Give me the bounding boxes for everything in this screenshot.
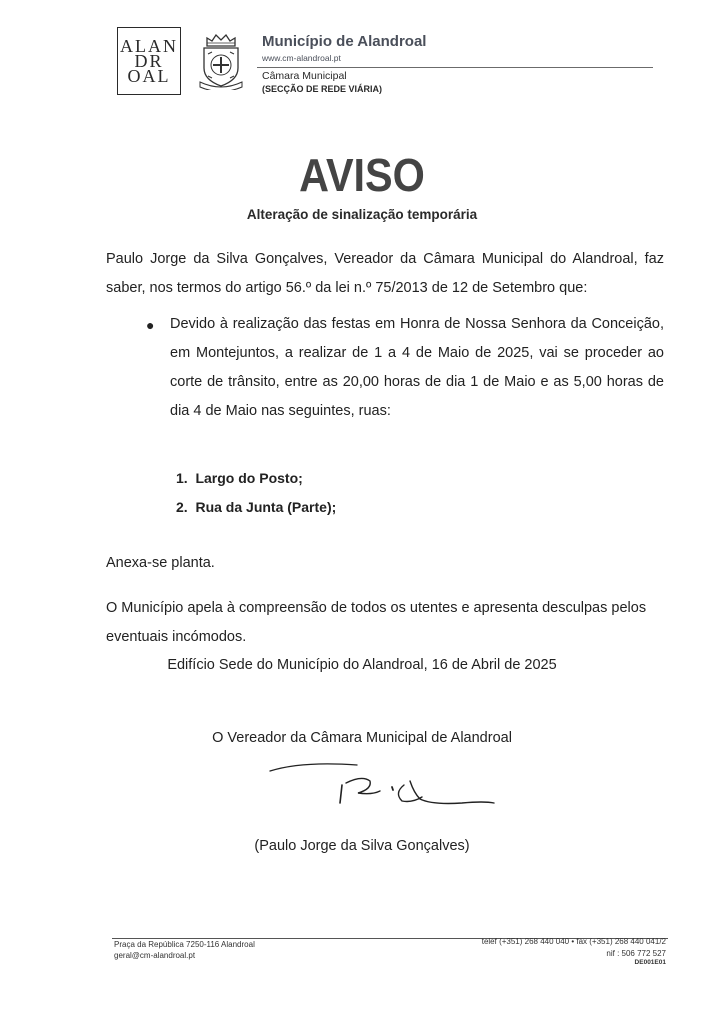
- street-list-item: [176, 499, 336, 515]
- signatory-name: (Paulo Jorge da Silva Gonçalves): [254, 838, 470, 854]
- footer-email: geral@cm-alandroal.pt: [114, 951, 196, 960]
- municipality-name: Município de Alandroal: [262, 33, 427, 50]
- bullet-icon: ●: [146, 317, 155, 333]
- appeal-paragraph: O Município apela à compreensão de todos os utentes e apresenta desculpas pelos eventuais incómodos.: [106, 600, 647, 645]
- signatory-role: O Vereador da Câmara Municipal de Alandroal: [212, 730, 512, 746]
- header-divider: [257, 67, 653, 68]
- municipality-website: www.cm-alandroal.pt: [262, 53, 341, 63]
- logo-line-3: OAL: [127, 65, 171, 86]
- street-list-item: [176, 470, 303, 486]
- annex-note: Anexa-se planta.: [106, 555, 215, 571]
- handwritten-signature: [262, 757, 502, 819]
- footer-address: Praça da República 7250-116 Alandroal: [114, 940, 255, 949]
- street-name: Largo do Posto;: [195, 470, 303, 486]
- coat-of-arms-icon: [198, 32, 244, 90]
- page-title: AVISO: [299, 149, 425, 201]
- logo-line-1: ALAN: [120, 35, 178, 56]
- section-name: (SECÇÃO DE REDE VIÁRIA): [262, 84, 383, 94]
- street-number: 1.: [176, 470, 188, 486]
- street-number: 2.: [176, 499, 188, 515]
- footer-doc-code: DE001E01: [634, 959, 666, 966]
- chamber-name: Câmara Municipal: [262, 70, 347, 82]
- page-subtitle: Alteração de sinalização temporária: [246, 207, 478, 222]
- logo-line-2: DR: [134, 50, 164, 71]
- footer-phone-fax: telef (+351) 268 440 040 • fax (+351) 268 440 041/2: [481, 937, 666, 946]
- date-place: Edifício Sede do Município do Alandroal, 16 de Abril de 2025: [167, 657, 557, 673]
- municipality-logo: [117, 27, 181, 95]
- closure-notice-paragraph: Devido à realização das festas em Honra de Nossa Senhora da Conceição, em Montejuntos, a realizar de 1 a 4 de Maio de 2025, vai se proceder ao corte de trânsito, entre as 20,00 horas de dia 1 de Maio e as 5,00 horas de dia 4 de Maio nas seguintes, ruas:: [170, 316, 664, 419]
- street-name: Rua da Junta (Parte);: [195, 499, 337, 515]
- footer-nif: nif : 506 772 527: [606, 949, 666, 958]
- intro-paragraph: Paulo Jorge da Silva Gonçalves, Vereador da Câmara Municipal do Alandroal, faz saber, nos termos do artigo 56.º da lei n.º 75/2013 de 12 de Setembro que:: [106, 251, 664, 296]
